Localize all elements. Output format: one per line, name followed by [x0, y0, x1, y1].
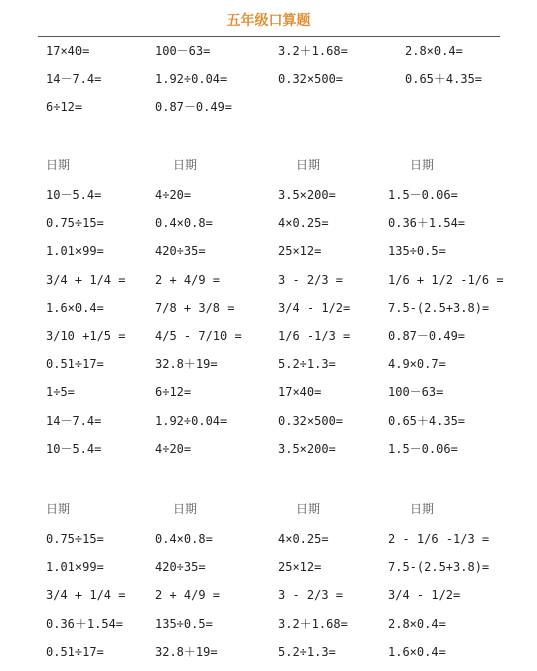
math-problem: 25×12=: [278, 560, 322, 574]
math-problem: 0.51÷17=: [46, 645, 104, 659]
math-problem: 4×0.25=: [278, 532, 329, 546]
math-problem: 0.75÷15=: [46, 216, 104, 230]
math-problem: 32.8＋19=: [155, 645, 218, 659]
math-problem: 32.8＋19=: [155, 357, 218, 371]
date-label: 日期: [46, 158, 71, 172]
math-problem: 10－5.4=: [46, 442, 102, 456]
math-problem: 3.2＋1.68=: [278, 44, 348, 58]
math-problem: 0.32×500=: [278, 414, 344, 428]
math-problem: 3/4 + 1/4 =: [46, 588, 126, 602]
math-problem: 1.92÷0.04=: [155, 414, 228, 428]
math-problem: 100－63=: [155, 44, 211, 58]
date-label: 日期: [410, 158, 435, 172]
worksheet-title: 五年级口算题: [226, 13, 311, 29]
math-problem: 2.8×0.4=: [405, 44, 463, 58]
math-problem: 2 - 1/6 -1/3 =: [388, 532, 490, 546]
math-problem: 6÷12=: [46, 100, 83, 114]
math-problem: 6÷12=: [155, 385, 192, 399]
math-problem: 10－5.4=: [46, 188, 102, 202]
math-problem: 3/4 + 1/4 =: [46, 273, 126, 287]
date-label: 日期: [296, 502, 321, 516]
math-problem: 0.75÷15=: [46, 532, 104, 546]
math-problem: 1.01×99=: [46, 244, 104, 258]
math-problem: 0.87－0.49=: [388, 329, 466, 343]
date-label: 日期: [46, 502, 71, 516]
math-problem: 1.92÷0.04=: [155, 72, 228, 86]
math-problem: 7.5-(2.5+3.8)=: [388, 560, 490, 574]
math-problem: 3 - 2/3 =: [278, 588, 344, 602]
math-problem: 100－63=: [388, 385, 444, 399]
math-problem: 4÷20=: [155, 188, 192, 202]
math-problem: 0.65＋4.35=: [405, 72, 483, 86]
math-problem: 17×40=: [278, 385, 322, 399]
math-problem: 1/6 + 1/2 -1/6 =: [388, 273, 504, 287]
math-problem: 4.9×0.7=: [388, 357, 446, 371]
math-problem: 0.65＋4.35=: [388, 414, 466, 428]
math-problem: 7/8 + 3/8 =: [155, 301, 235, 315]
date-label: 日期: [173, 502, 198, 516]
math-problem: 3/4 - 1/2=: [278, 301, 351, 315]
math-problem: 0.4×0.8=: [155, 532, 213, 546]
math-problem: 0.51÷17=: [46, 357, 104, 371]
math-problem: 3 - 2/3 =: [278, 273, 344, 287]
math-problem: 0.87－0.49=: [155, 100, 233, 114]
math-problem: 1.5－0.06=: [388, 442, 458, 456]
math-problem: 135÷0.5=: [155, 617, 213, 631]
math-problem: 2 + 4/9 =: [155, 273, 221, 287]
math-problem: 2 + 4/9 =: [155, 588, 221, 602]
math-problem: 7.5-(2.5+3.8)=: [388, 301, 490, 315]
math-problem: 0.32×500=: [278, 72, 344, 86]
math-problem: 3/10 +1/5 =: [46, 329, 126, 343]
math-problem: 135÷0.5=: [388, 244, 446, 258]
math-problem: 0.36＋1.54=: [388, 216, 466, 230]
math-problem: 1.01×99=: [46, 560, 104, 574]
math-problem: 25×12=: [278, 244, 322, 258]
math-problem: 5.2÷1.3=: [278, 645, 336, 659]
math-problem: 1÷5=: [46, 385, 75, 399]
math-problem: 4×0.25=: [278, 216, 329, 230]
date-label: 日期: [296, 158, 321, 172]
date-label: 日期: [173, 158, 198, 172]
math-problem: 0.4×0.8=: [155, 216, 213, 230]
math-problem: 14－7.4=: [46, 414, 102, 428]
math-problem: 3.2＋1.68=: [278, 617, 348, 631]
math-problem: 4/5 - 7/10 =: [155, 329, 242, 343]
math-problem: 3.5×200=: [278, 188, 336, 202]
title-divider: [38, 36, 500, 37]
math-problem: 5.2÷1.3=: [278, 357, 336, 371]
math-problem: 420÷35=: [155, 244, 206, 258]
math-problem: 17×40=: [46, 44, 90, 58]
math-problem: 4÷20=: [155, 442, 192, 456]
math-problem: 1/6 -1/3 =: [278, 329, 351, 343]
math-problem: 1.6×0.4=: [388, 645, 446, 659]
math-problem: 420÷35=: [155, 560, 206, 574]
math-problem: 2.8×0.4=: [388, 617, 446, 631]
math-problem: 14－7.4=: [46, 72, 102, 86]
math-problem: 1.6×0.4=: [46, 301, 104, 315]
date-label: 日期: [410, 502, 435, 516]
math-problem: 0.36＋1.54=: [46, 617, 124, 631]
math-problem: 3/4 - 1/2=: [388, 588, 461, 602]
math-problem: 3.5×200=: [278, 442, 336, 456]
math-problem: 1.5－0.06=: [388, 188, 458, 202]
